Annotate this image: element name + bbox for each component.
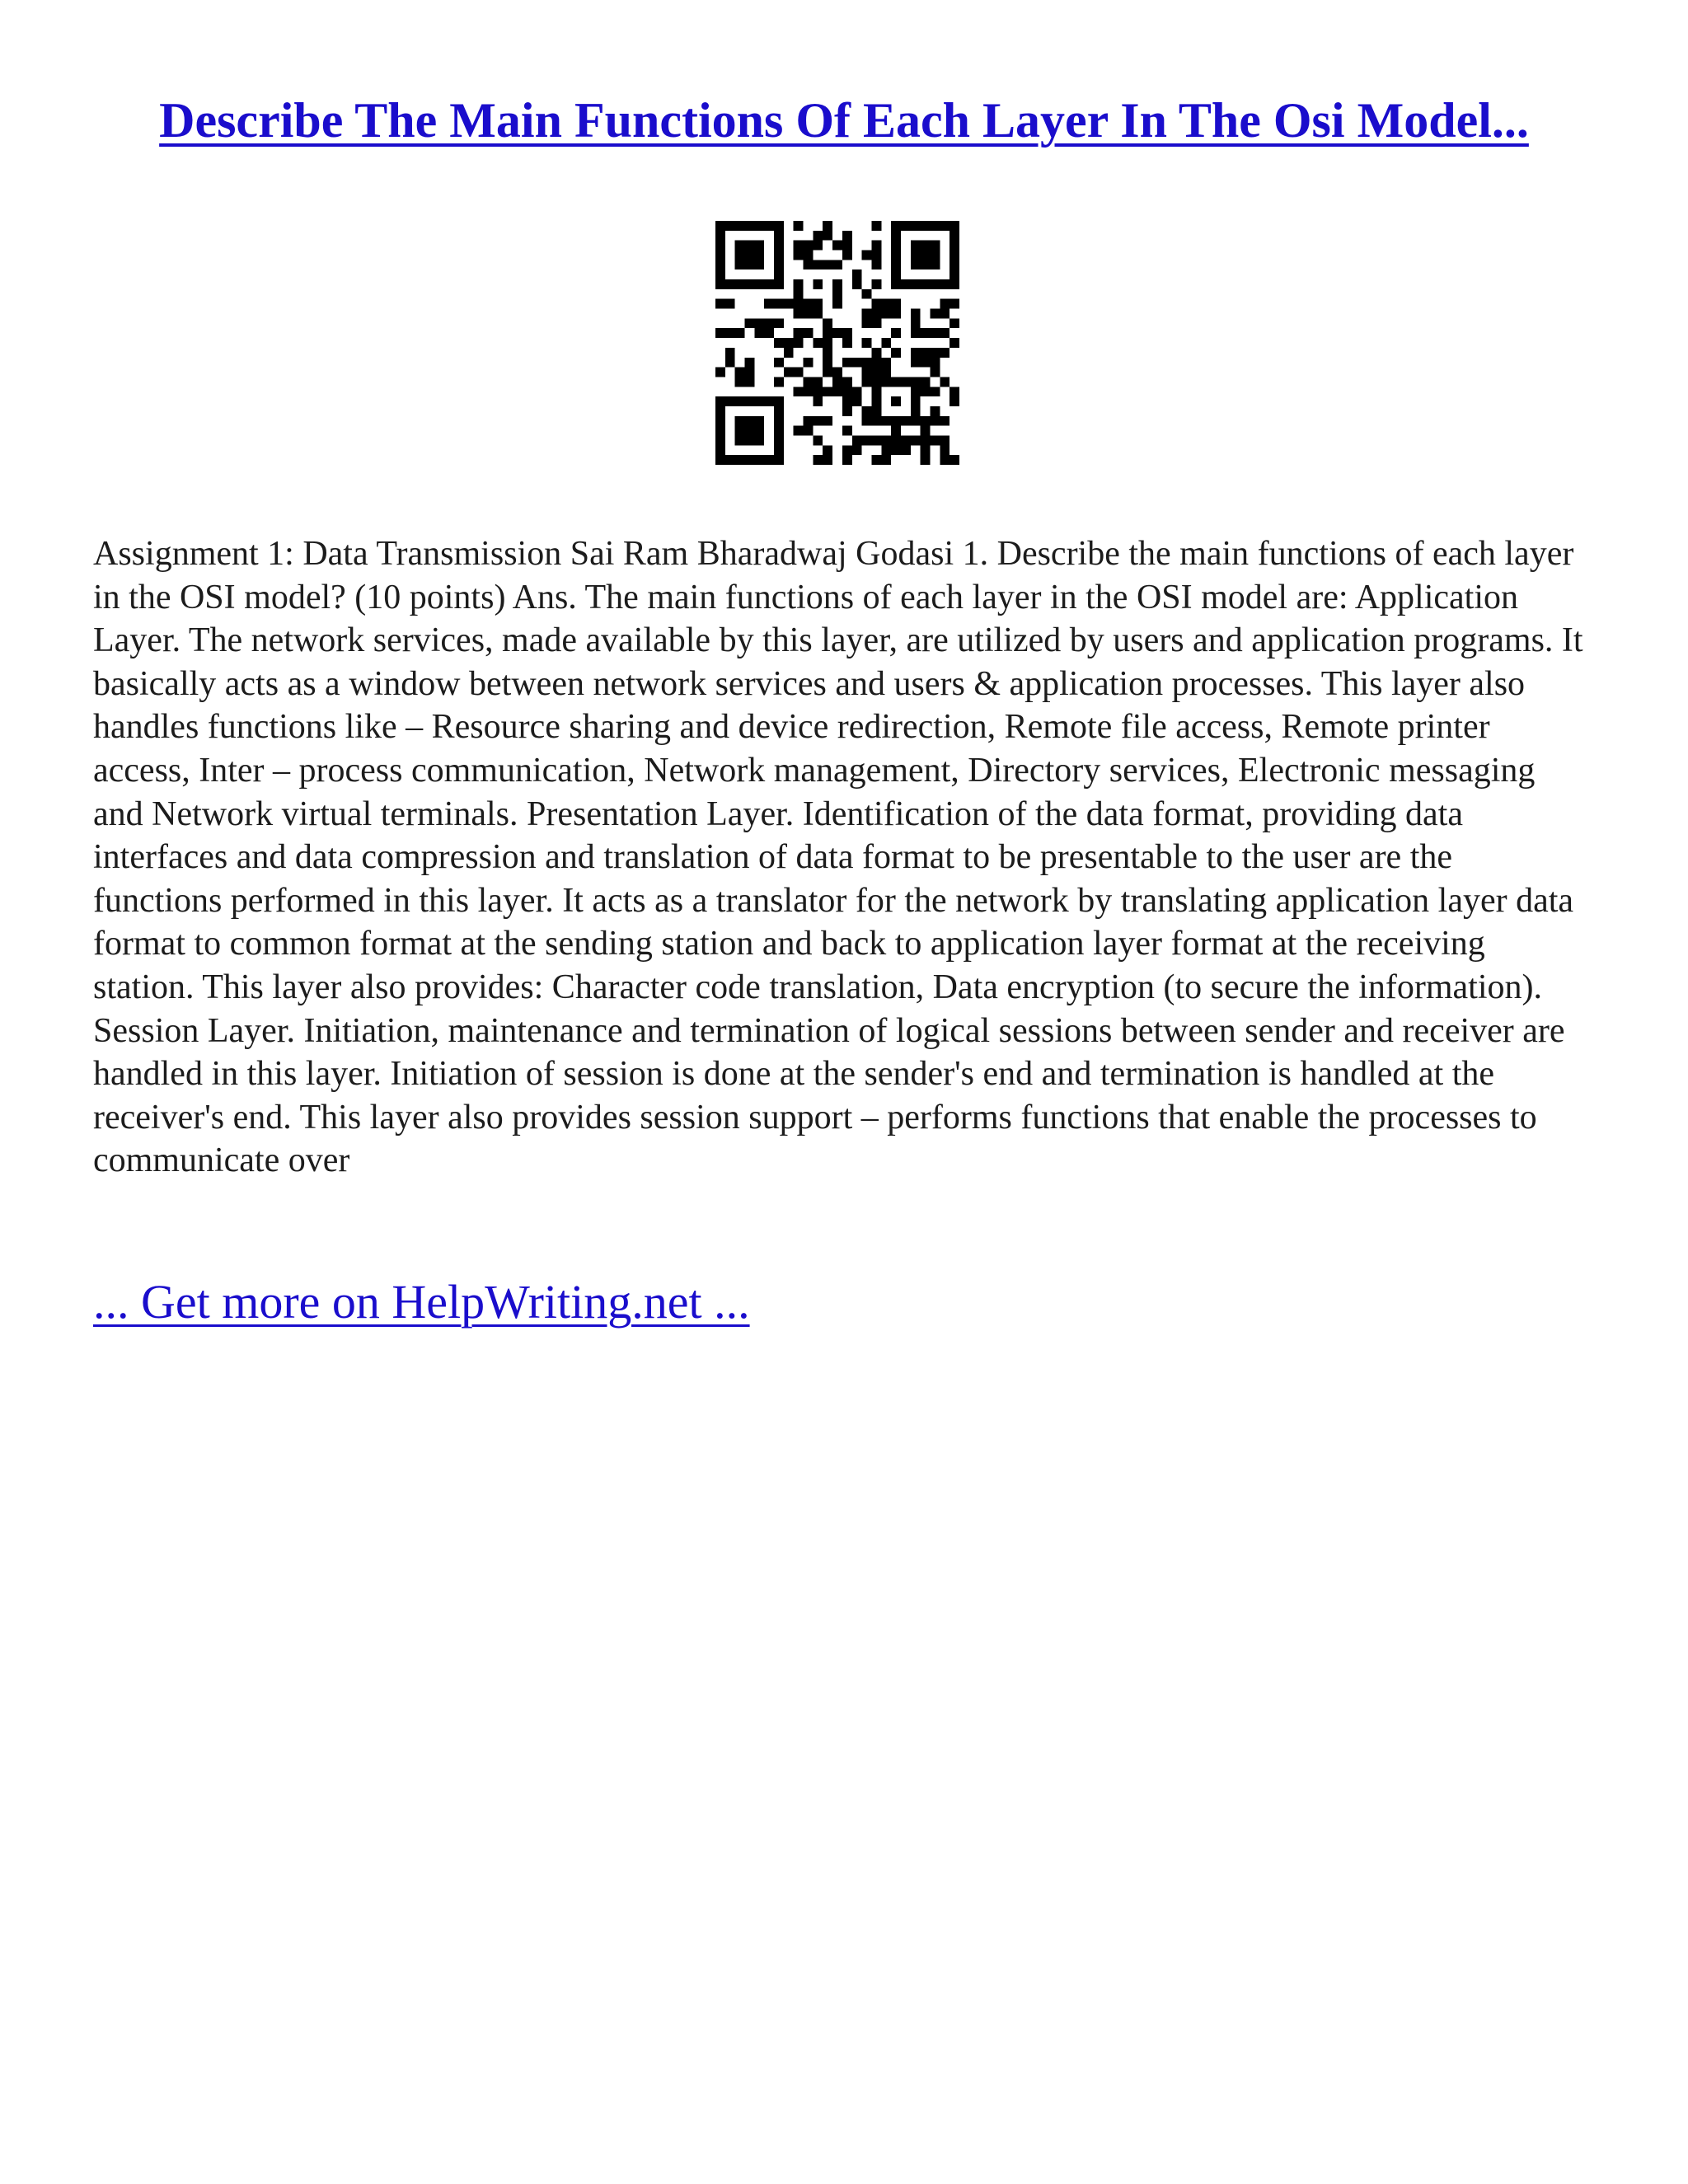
more-link-line <box>93 1269 750 1335</box>
body-text: Assignment 1: Data Transmission Sai Ram Bharadwaj Godasi 1. Describe the main functions of each layer in the OSI model? (10 points) Ans. The main functions of each layer in the OSI model are: Application Layer. The network services, made available by this layer, are utilized by users and application programs. It basically acts as a window between network services and users & application processes. This layer also handles functions like – Resource sharing and device redirection, Remote file access, Remote printer access, Inter – process communication, Network management, Directory services, Electronic messaging and Network virtual terminals. Presentation Layer. Identification of the data format, providing data interfaces and data compression and translation of data format to be presentable to the user are the functions performed in this layer. It acts as a translator for the network by translating application layer data format to common format at the sending station and back to application layer format at the receiving station. This layer also provides: Character code translation, Data encryption (to secure the information). Session Layer. Initiation, maintenance and termination of logical sessions between sender and receiver are handled in this layer. Initiation of session is done at the sender's end and termination is handled at the receiver's end. This layer also provides session support – performs functions that enable the processes to communicate over <box>93 535 1583 1180</box>
qr-code-icon <box>715 221 959 465</box>
title-link[interactable]: Describe The Main Functions Of Each Layer In The Osi Model... <box>159 93 1529 148</box>
qr-code-graphic <box>715 221 959 465</box>
get-more-link[interactable]: ... Get more on HelpWriting.net ... <box>93 1275 750 1329</box>
page-title <box>0 87 1688 153</box>
